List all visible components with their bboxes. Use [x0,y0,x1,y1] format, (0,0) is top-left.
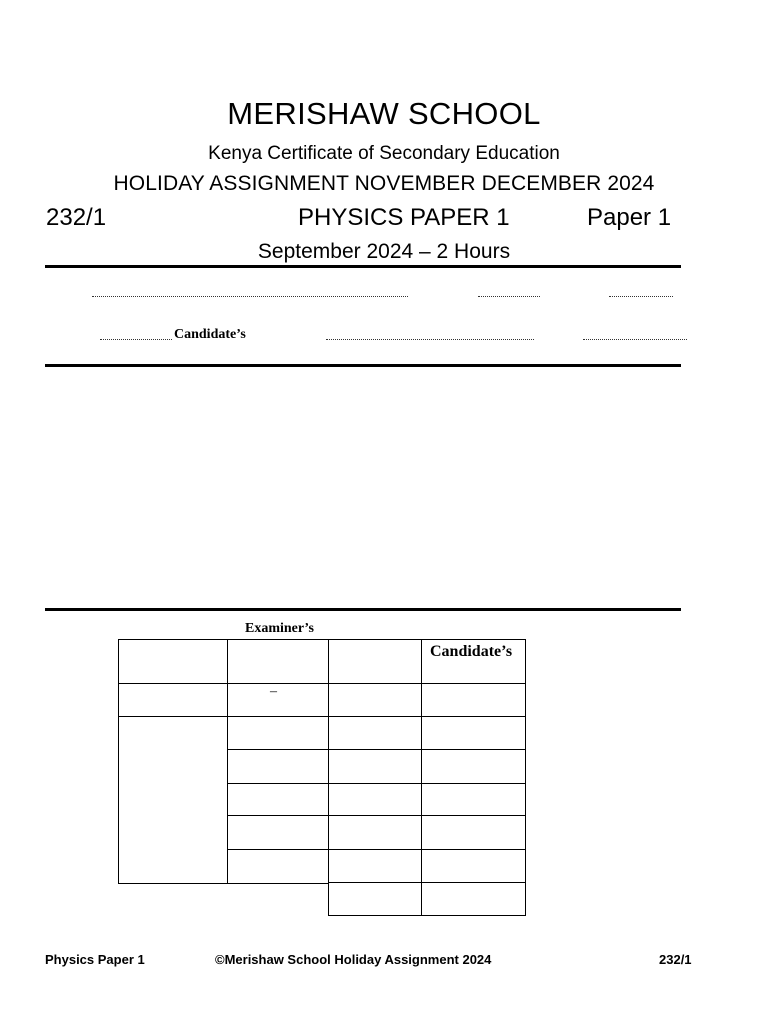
section-divider [45,608,681,611]
table-cell [227,683,330,718]
paper-label: Paper 1 [587,204,672,231]
table-cell[interactable] [328,849,423,884]
table-cell[interactable] [328,749,423,785]
candidate-score-header: Candidate’s [430,643,513,660]
table-cell [227,716,330,751]
exam-body: Kenya Certificate of Secondary Education [208,143,560,164]
fill-line[interactable] [609,296,673,297]
header-divider [45,265,681,268]
table-cell[interactable] [421,716,526,751]
fill-line[interactable] [92,296,408,297]
date-duration: September 2024 – 2 Hours [257,240,511,263]
section-divider [45,364,681,367]
examiner-label: Examiner’s [245,621,314,636]
fill-line[interactable] [100,339,172,340]
table-cell[interactable] [421,783,526,817]
table-cell-total[interactable] [421,882,526,916]
table-cell[interactable] [328,815,423,851]
table-cell[interactable] [328,783,423,817]
table-cell [328,639,423,685]
table-cell [227,815,330,851]
table-cell[interactable] [421,749,526,785]
table-cell[interactable] [328,716,423,751]
table-cell-total [328,882,423,916]
paper-code: 232/1 [46,204,107,231]
school-name: MERISHAW SCHOOL [227,96,541,131]
table-cell [118,639,229,685]
range-dash: – [270,684,277,699]
subject-title: PHYSICS PAPER 1 [298,204,510,231]
footer-left: Physics Paper 1 [45,952,145,967]
table-cell [118,716,229,884]
table-cell [227,849,330,884]
fill-line[interactable] [478,296,540,297]
table-cell[interactable] [328,683,423,718]
fill-line[interactable] [583,339,687,340]
table-cell[interactable] [421,849,526,884]
table-cell [118,683,229,718]
fill-line[interactable] [326,339,534,340]
table-cell [227,639,330,685]
assignment-title: HOLIDAY ASSIGNMENT NOVEMBER DECEMBER 2024 [113,172,655,195]
table-cell [227,783,330,817]
candidate-label: Candidate’s [174,327,246,342]
table-cell[interactable] [421,683,526,718]
footer-right: 232/1 [659,952,692,967]
footer-center: ©Merishaw School Holiday Assignment 2024 [215,952,492,967]
table-cell[interactable] [421,815,526,851]
table-cell [227,749,330,785]
